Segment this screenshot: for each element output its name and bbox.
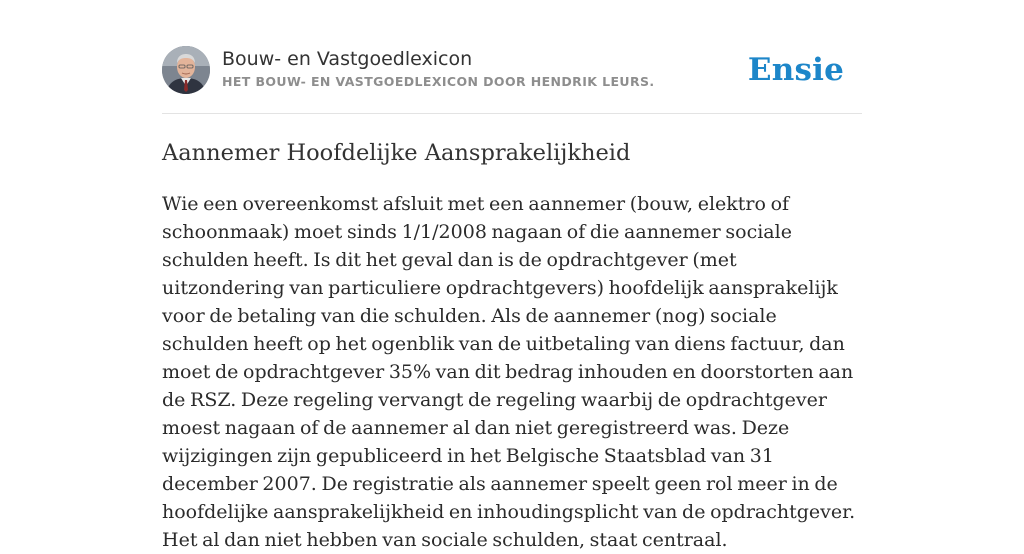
- author-portrait-icon: [162, 46, 210, 94]
- entry-title: Aannemer Hoofdelijke Aansprakelijkheid: [162, 140, 631, 166]
- lexicon-header: [162, 46, 862, 96]
- ensie-logo[interactable]: Ensie: [747, 52, 844, 88]
- lexicon-subtitle: HET BOUW- EN VASTGOEDLEXICON DOOR HENDRIK LEURS.: [222, 74, 655, 89]
- author-avatar[interactable]: [162, 46, 210, 94]
- lexicon-title[interactable]: Bouw- en Vastgoedlexicon: [222, 48, 473, 70]
- header-divider: [162, 113, 862, 114]
- entry-body: Wie een overeenkomst afsluit met een aannemer (bouw, elektro of schoonmaak) moet sinds 1/1/2008 nagaan of die aannemer sociale schulden heeft. Is dit het geval dan is de opdrachtgever (met uitzondering van particuliere opdrachtgevers) hoofdelijk aansprakelijk voor de betaling van die schulden. Als de aannemer (nog) sociale schulden heeft op het ogenblik van de uitbetaling van diens factuur, dan moet de opdrachtgever 35% van dit bedrag inhouden en doorstorten aan de RSZ. Deze regeling vervangt de regeling waarbij de opdrachtgever moest nagaan of de aannemer al dan niet geregistreerd was. Deze wijzigingen zijn gepubliceerd in het Belgische Staatsblad van 31 december 2007. De registratie als aannemer speelt geen rol meer in de hoofdelijke aansprakelijkheid en inhoudingsplicht van de opdrachtgever. Het al dan niet hebben van sociale schulden, staat centraal.: [162, 193, 856, 551]
